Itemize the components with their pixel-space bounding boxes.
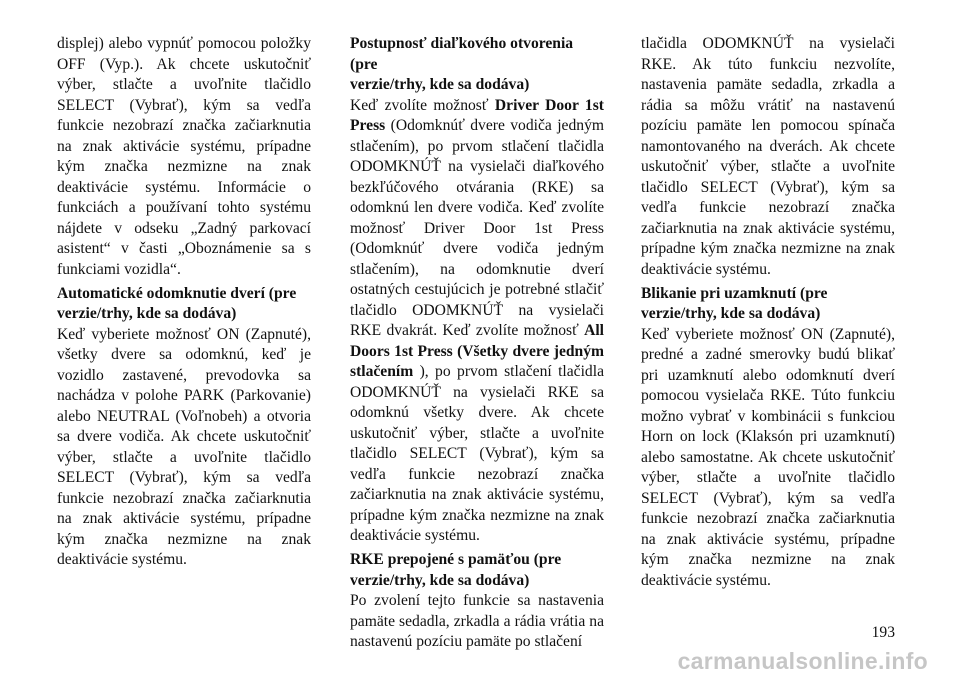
heading-line: verzie/trhy, kde sa dodáva) (350, 571, 530, 589)
paragraph-auto-unlock: Keď vyberiete možnosť ON (Zapnuté), všetky dvere sa odomknú, keď je vozidlo zastavené, prevodovka sa nachádza v polohe PARK (Parkovanie) alebo NEUTRAL (Voľnobeh) a otvoria sa dvere vodiča. Ak chcete uskutočniť výber, stlačte a uvoľnite tlačidlo SELECT (Vybrať), kým sa vedľa funkcie nezobrazí značka začiarknutia na znak aktivácie systému, prípadne kým značka nezmizne na znak deaktivácie systému. (57, 325, 311, 568)
heading-flash-on-lock (641, 284, 895, 325)
paragraph-flash-on-lock: Keď vyberiete možnosť ON (Zapnuté), predné a zadné smerovky budú blikať pri uzamknutí alebo odomknutí dverí pomocou vysielača RKE. Túto funkciu možno vybrať v kombinácii s funkciou Horn on lock (Klaksón pri uzamknutí) alebo samostatne. Ak chcete uskutočniť výber, stlačte a uvoľnite tlačidlo SELECT (Vybrať), kým sa vedľa funkcie nezobrazí značka začiarknutia na znak aktivácie systému, prípadne kým značka nezmizne na znak deaktivácie systému. (641, 325, 895, 589)
column-left (57, 34, 311, 574)
heading-line: Postupnosť diaľkového otvorenia (pre (350, 35, 574, 73)
heading-line: verzie/trhy, kde sa dodáva) (350, 76, 530, 93)
text-run: (Odomknúť dvere vodiča jedným stlačením), po prvom stlačení tlačidla ODOMKNÚŤ na vysielači diaľkového bezkľúčového otvárania (RKE) sa odomknú len dvere vodiča. Keď zvolíte možnosť Driver Door 1st Press (Odomknúť dvere vodiča jedným stlačením), na odomknutie dverí ostatných cestujúcich je potrebné stlačiť tlačidlo ODOMKNÚŤ na vysielači RKE dvakrát. Keď zvolíte možnosť (350, 117, 604, 339)
heading-line: verzie/trhy, kde sa dodáva) (641, 305, 821, 322)
paragraph-rke-memory: Po zvolení tejto funkcie sa nastavenia pamäte sedadla, zrkadla a rádia vrátia na nastavenú pozíciu pamäte po stlačení (350, 592, 604, 650)
column-right (641, 34, 895, 595)
paragraph-rke-memory-continued: tlačidla ODOMKNÚŤ na vysielači RKE. Ak túto funkciu nezvolíte, nastavenia pamäte sedadla, zrkadla a rádia sa môžu vrátiť na nastavenú pozíciu pamäte len pomocou spínača namontovaného na dverách. Ak chcete uskutočniť výber, stlačte a uvoľnite tlačidlo SELECT (Vybrať), kým sa vedľa funkcie nezobrazí značka začiarknutia na znak aktivácie systému, prípadne kým značka nezmizne na znak deaktivácie systému. (641, 35, 895, 278)
text-run: ), po prvom stlačení tlačidla ODOMKNÚŤ na vysielači RKE sa odomknú všetky dvere. Ak chcete uskutočniť výber, stlačte a uvoľnite tlačidlo SELECT (Vybrať), kým sa vedľa funkcie nezobrazí značka začiarknutia na znak aktivácie systému, prípadne kým značka nezmizne na znak deaktivácie systému. (350, 363, 604, 544)
heading-rke-memory (350, 550, 604, 591)
heading-line: Blikanie pri uzamknutí (pre (641, 284, 828, 302)
heading-auto-unlock (57, 284, 311, 325)
paragraph-remote-unlock (350, 96, 604, 547)
heading-line: Automatické odomknutie dverí (pre (57, 284, 297, 302)
heading-line: RKE prepojené s pamäťou (pre (350, 551, 562, 568)
heading-remote-unlock-sequence (350, 34, 604, 96)
bold-term-driver-door: Driver Door 1st Press (350, 96, 604, 134)
column-middle (350, 34, 604, 656)
text-run: Keď zvolíte možnosť (350, 96, 495, 114)
paragraph-display-off: displej) alebo vypnúť pomocou položky OFF (Vyp.). Ak chcete uskutočniť výber, stlačte a uvoľnite tlačidlo SELECT (Vybrať), kým sa vedľa funkcie nezobrazí značka začiarknutia na znak aktivácie systému, prípadne kým značka nezmizne na znak deaktivácie systému. Informácie o funkciách a používaní tohto systému nájdete v odseku „Zadný parkovací asistent“ v časti „Oboznámenie sa s funkciami vozidla“. (57, 35, 311, 278)
watermark: carmanualsonline.info (677, 648, 928, 674)
heading-line: verzie/trhy, kde sa dodáva) (57, 305, 237, 322)
bold-term-all-doors: All Doors 1st Press (Všetky dvere jedným stlačením (350, 322, 604, 380)
page-number: 193 (871, 624, 895, 641)
